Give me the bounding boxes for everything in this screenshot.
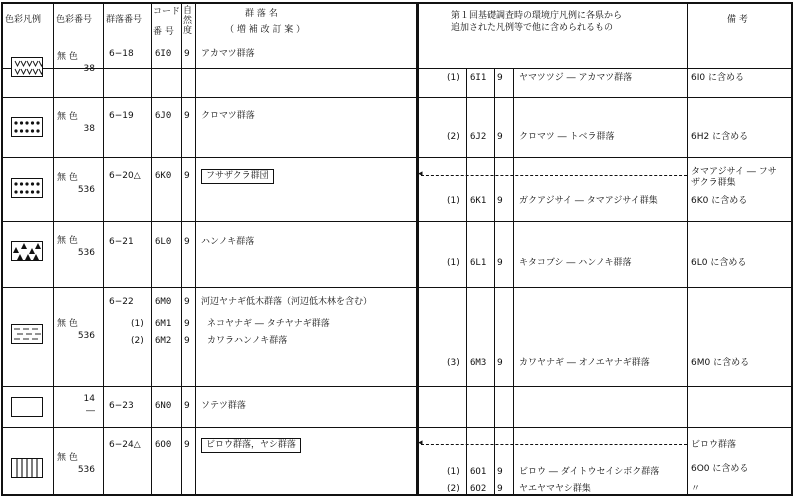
sub-name: ネコヤナギ ― タチヤナギ群落 <box>207 319 330 329</box>
community-code: 6O0 <box>155 440 172 450</box>
col-rule <box>151 2 152 496</box>
color-swatch-3 <box>11 178 43 198</box>
col-rule <box>494 68 495 496</box>
prev-name: ビロウ ― ダイトウセイシボク群落 <box>519 467 660 477</box>
header-community-name: 群 落 名 <box>245 9 278 19</box>
remark-text: 6H2 に含める <box>691 132 749 142</box>
row-rule <box>1 287 793 288</box>
community-name: クロマツ群落 <box>201 111 255 121</box>
remark-text: 6L0 に含める <box>691 258 747 268</box>
header-naturalness: 自然度 <box>183 6 193 36</box>
remark-text: 〃 <box>691 484 701 494</box>
row-rule <box>1 157 793 158</box>
header-community-name-sub: （ 増 補 改 訂 案 ） <box>225 25 306 35</box>
prev-naturalness: 9 <box>497 484 503 494</box>
prev-code: 6I1 <box>470 73 487 83</box>
prev-index: (3) <box>447 358 460 368</box>
row-rule <box>1 427 793 428</box>
dashed-leader-6-20 <box>421 175 687 176</box>
community-code: 6L0 <box>155 237 172 247</box>
community-name: ソテツ群落 <box>201 401 246 411</box>
community-code: 6I0 <box>155 49 172 59</box>
frame-bottom <box>1 494 793 496</box>
prev-code: 6O1 <box>470 467 487 477</box>
remark-text: 6M0 に含める <box>691 358 750 368</box>
community-name: フサザクラ群団 <box>201 169 274 184</box>
color-name: 無 色 <box>57 453 78 463</box>
header-prev-line2: 追加された凡例等で他に含められるもの <box>451 23 614 33</box>
remark-text: 6I0 に含める <box>691 73 744 83</box>
prev-index: (1) <box>447 73 460 83</box>
prev-code: 6J2 <box>470 132 487 142</box>
community-code: 6J0 <box>155 111 172 121</box>
community-name: 河辺ヤナギ低木群落（河辺低木林を含む） <box>201 297 373 307</box>
frame-left <box>1 2 3 496</box>
remark-text: 6O0 に含める <box>691 464 749 474</box>
color-swatch-2 <box>11 117 43 137</box>
community-number: 6−21 <box>109 237 134 247</box>
community-name: ハンノキ群落 <box>201 237 255 247</box>
row-rule <box>1 386 793 387</box>
sub-name: カワラハンノキ群落 <box>207 336 288 346</box>
sub-code: 6M1 <box>155 319 172 329</box>
color-name: 無 色 <box>57 236 78 246</box>
prev-code: 6M3 <box>470 358 487 368</box>
prev-name: カワヤナギ ― オノエヤナギ群落 <box>519 358 650 368</box>
community-code: 6M0 <box>155 297 172 307</box>
header-code: コード <box>153 7 181 17</box>
prev-naturalness: 9 <box>497 73 503 83</box>
arrow-left-icon: ◂ <box>418 169 423 179</box>
header-community-number: 群落番号 <box>106 15 143 25</box>
header-prev-line1: 第１回基礎調査時の環境庁凡例に各県から <box>451 11 623 21</box>
col-rule <box>195 2 196 496</box>
header-code-sub: 番 号 <box>153 27 174 37</box>
sub-index: (1) <box>131 319 144 329</box>
community-number: 6−20△ <box>109 171 141 181</box>
color-number: 536 <box>77 185 95 195</box>
header-remarks: 備 考 <box>727 15 748 25</box>
naturalness-value: 9 <box>184 49 190 59</box>
prev-index: (2) <box>447 132 460 142</box>
remark-text: ザクラ群集 <box>691 178 736 188</box>
prev-name: ヤエヤマヤシ群集 <box>519 484 591 494</box>
color-name: 無 色 <box>57 319 78 329</box>
prev-index: (1) <box>447 258 460 268</box>
color-swatch-6 <box>11 397 43 417</box>
sub-naturalness: 9 <box>184 319 190 329</box>
prev-code: 6K1 <box>470 196 487 206</box>
color-swatch-4 <box>11 241 43 261</box>
row-rule <box>1 221 793 222</box>
color-swatch-5 <box>11 324 43 344</box>
header-color-legend: 色彩凡例 <box>5 15 42 25</box>
color-number: 38 <box>83 64 95 74</box>
color-number: 536 <box>77 331 95 341</box>
prev-code: 6L1 <box>470 258 487 268</box>
prev-name: ガクアジサイ ― タマアジサイ群集 <box>519 196 658 206</box>
remark-text: ビロウ群落 <box>691 440 737 450</box>
color-swatch-7 <box>11 458 43 478</box>
color-number: 38 <box>83 124 95 134</box>
community-number: 6−19 <box>109 111 134 121</box>
naturalness-value: 9 <box>184 297 190 307</box>
community-code: 6K0 <box>155 171 172 181</box>
arrow-left-icon: ◂ <box>418 438 423 448</box>
col-rule <box>513 68 514 496</box>
naturalness-value: 9 <box>184 237 190 247</box>
community-name: ビロウ群落，ヤシ群落 <box>201 438 301 453</box>
prev-naturalness: 9 <box>497 358 503 368</box>
prev-index: (1) <box>447 467 460 477</box>
prev-index: (2) <box>447 484 460 494</box>
prev-naturalness: 9 <box>497 258 503 268</box>
prev-name: キタコブシ ― ハンノキ群落 <box>519 258 632 268</box>
naturalness-value: 9 <box>184 171 190 181</box>
color-number: 536 <box>77 465 95 475</box>
col-rule <box>181 2 182 496</box>
color-number: 536 <box>77 248 95 258</box>
remark-text: タマアジサイ ― フサ <box>691 167 777 177</box>
col-rule <box>466 68 467 496</box>
col-rule <box>687 2 688 496</box>
community-number: 6−23 <box>109 401 134 411</box>
sub-index: (2) <box>131 336 144 346</box>
dashed-leader-6-24 <box>421 444 687 445</box>
remark-text: 6K0 に含める <box>691 196 748 206</box>
prev-naturalness: 9 <box>497 132 503 142</box>
sub-naturalness: 9 <box>184 336 190 346</box>
community-number: 6−24△ <box>109 440 141 450</box>
frame-split <box>416 2 419 496</box>
legend-table <box>1 2 793 496</box>
naturalness-value: 9 <box>184 401 190 411</box>
community-number: 6−18 <box>109 49 134 59</box>
community-number: 6−22 <box>109 297 134 307</box>
color-swatch-1 <box>11 57 43 77</box>
prev-naturalness: 9 <box>497 196 503 206</box>
row-rule <box>1 97 793 98</box>
col-rule <box>103 2 104 496</box>
color-name: 無 色 <box>57 52 78 62</box>
prev-name: ヤマツツジ ― アカマツ群落 <box>519 73 633 83</box>
community-name: アカマツ群落 <box>201 49 255 59</box>
prev-naturalness: 9 <box>497 467 503 477</box>
prev-index: (1) <box>447 196 460 206</box>
prev-code: 6O2 <box>470 484 487 494</box>
sub-code: 6M2 <box>155 336 172 346</box>
naturalness-value: 9 <box>184 111 190 121</box>
header-rule <box>1 68 793 69</box>
prev-name: クロマツ ― トベラ群落 <box>519 132 615 142</box>
header-color-number: 色彩番号 <box>56 15 93 25</box>
color-name: 無 色 <box>57 173 78 183</box>
color-number-dash: ― <box>86 406 95 416</box>
naturalness-value: 9 <box>184 440 190 450</box>
community-code: 6N0 <box>155 401 172 411</box>
frame-right <box>791 2 793 496</box>
color-number: 14 <box>83 394 95 404</box>
frame-top <box>1 2 793 4</box>
color-name: 無 色 <box>57 112 78 122</box>
